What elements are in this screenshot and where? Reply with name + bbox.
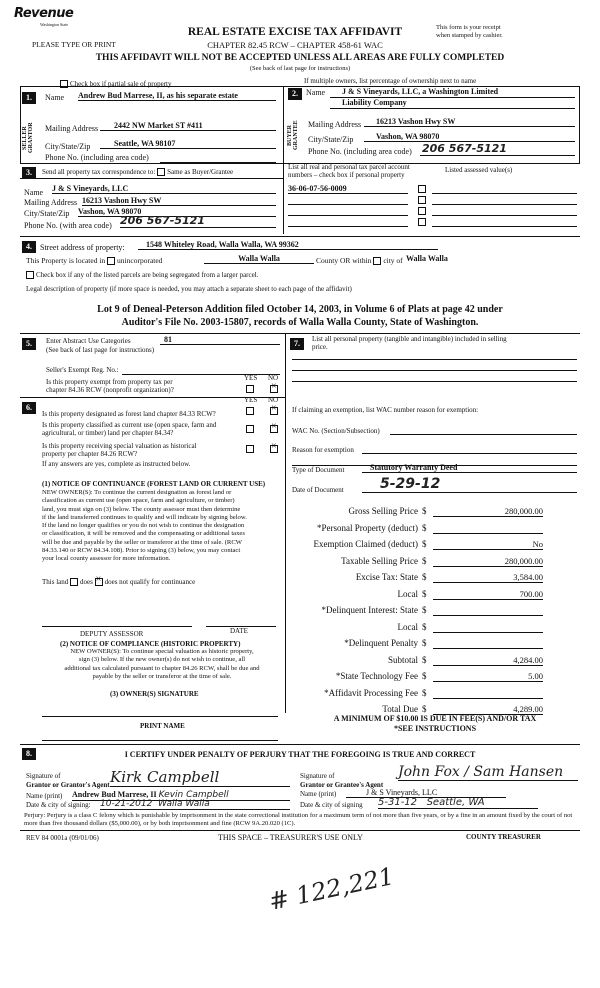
does-not-checkbox[interactable] bbox=[95, 578, 103, 586]
abstract-see-back: (See back of last page for instructions) bbox=[46, 346, 155, 354]
footer-line bbox=[20, 830, 580, 831]
deputy-sig-line bbox=[42, 626, 192, 627]
dollar-sign: $ bbox=[422, 555, 427, 566]
fee-value: 280,000.00 bbox=[433, 556, 543, 567]
buyer-name bbox=[330, 87, 575, 109]
fee-value bbox=[433, 638, 543, 649]
buyer-mail-label: Mailing Address bbox=[308, 120, 362, 129]
parcel-3-checkbox[interactable] bbox=[418, 207, 426, 215]
parcel-2-checkbox[interactable] bbox=[418, 196, 426, 204]
notice-1-line: will be due and payable by the seller or transferor at the time of sale. (RCW bbox=[42, 538, 242, 546]
grantor-sig-label-2: Grantor or Grantor's Agent bbox=[26, 781, 110, 789]
parcel-number: 36-06-07-56-0009 bbox=[288, 184, 408, 194]
s3-name: J & S Vineyards, LLC bbox=[52, 184, 276, 194]
street-address-label: Street address of property: bbox=[40, 243, 125, 252]
buyer-name-line-1: J & S Vineyards, LLC, a Washington Limited bbox=[330, 87, 575, 98]
pp-line-2 bbox=[292, 370, 577, 371]
grantee-signature: John Fox / Sam Hansen bbox=[398, 764, 578, 781]
unincorporated-label: unincorporated bbox=[117, 256, 163, 265]
handwritten-number: # 122,221 bbox=[266, 862, 397, 916]
fee-value bbox=[433, 605, 543, 616]
fee-row bbox=[288, 572, 548, 586]
abstract-use-label: Enter Abstract Use Categories bbox=[46, 337, 131, 345]
s6-q1: Is this property designated as forest land chapter 84.33 RCW? bbox=[42, 410, 216, 418]
grantor-signature: Kirk Campbell bbox=[110, 768, 290, 787]
notice-2-line: payable by the seller or transferor at the time of sale. bbox=[92, 672, 232, 680]
exemption-label: If claiming an exemption, list WAC number reason for exemption: bbox=[292, 406, 479, 414]
s3-name-label: Name bbox=[24, 188, 44, 197]
fee-row bbox=[288, 556, 548, 570]
notice-1-line: If the land no longer qualifies or you do not wish to continue the designation bbox=[42, 522, 245, 530]
same-as-buyer-checkbox[interactable] bbox=[157, 168, 165, 176]
buyer-name-line-2: Liability Company bbox=[330, 98, 575, 109]
dollar-sign: $ bbox=[422, 539, 427, 549]
legal-description bbox=[30, 303, 570, 329]
notice-1-line: NEW OWNER(S): To continue the current designation as forest land or bbox=[42, 489, 232, 496]
s5-q1-line-2: chapter 84.36 RCW (nonprofit organization)? bbox=[46, 386, 174, 394]
county-treasurer-label: COUNTY TREASURER bbox=[466, 833, 541, 841]
parcel-checkboxes bbox=[418, 183, 428, 227]
fee-value: 700.00 bbox=[433, 589, 543, 600]
reason-label: Reason for exemption bbox=[292, 446, 354, 454]
perjury-statement: Perjury: Perjury is a class C felony which is punishable by imprisonment in the state correctional institution for a maximum term of not more than five years, or by a fine in an amount fixed by the court of not more than five thousand dollars ($5,000.00), or by both imprisonment and fine (RCW 9A.20.020 (1C). bbox=[24, 812, 573, 827]
abstract-use-value: 81 bbox=[160, 335, 280, 345]
grantee-sig-label-1: Signature of bbox=[300, 772, 335, 780]
assessed-line-4 bbox=[432, 226, 577, 227]
pp-line-1 bbox=[292, 359, 577, 360]
partial-sale-label: Check box if partial sale of property bbox=[70, 80, 172, 88]
s5-q1-boxes bbox=[246, 384, 280, 393]
fee-label: *Delinquent Interest: State bbox=[321, 605, 418, 615]
this-land-label: This land bbox=[42, 578, 69, 586]
notice-1-line: if the land transferred continues to qualify and will indicate by signing below. bbox=[42, 513, 247, 521]
legal-line-1: Lot 9 of Deneal-Peterson Addition filed October 14, 2003, in Volume 6 of Plats at page 42 under bbox=[97, 304, 503, 315]
buyer-city-label: City/State/Zip bbox=[308, 135, 354, 144]
minimum-fee-note bbox=[290, 714, 580, 734]
section-3-number: 3. bbox=[22, 167, 36, 179]
s6-q3-boxes bbox=[246, 444, 280, 453]
s5-q1-no-checkbox[interactable] bbox=[270, 385, 278, 393]
notice-1-line: your local county assessor for more information. bbox=[42, 555, 171, 563]
seller-phone bbox=[160, 162, 276, 163]
seller-name: Andrew Bud Marrese, II, as his separate estate bbox=[78, 91, 276, 101]
assessed-line-2 bbox=[432, 204, 577, 205]
fee-value: 280,000.00 bbox=[433, 506, 543, 517]
fee-row bbox=[288, 655, 548, 669]
deputy-assessor-label: DEPUTY ASSESSOR bbox=[80, 630, 144, 638]
s6-q4: If any answers are yes, complete as instructed below. bbox=[42, 460, 191, 468]
seller-city: Seattle, WA 98107 bbox=[100, 139, 276, 149]
buyer-side-label: BUYER GRANTEE bbox=[287, 120, 299, 150]
seller-side-label: SELLER GRANTOR bbox=[22, 122, 34, 154]
revenue-logo: Revenue bbox=[14, 6, 74, 21]
dollar-sign: $ bbox=[422, 654, 427, 665]
grantor-date: 10-21-2012 bbox=[100, 799, 153, 809]
send-correspondence-label bbox=[42, 168, 233, 176]
fee-value bbox=[433, 523, 543, 534]
does-label: does bbox=[80, 578, 93, 586]
fee-row bbox=[288, 622, 548, 636]
dollar-sign: $ bbox=[422, 621, 427, 632]
fee-label: Exemption Claimed (deduct) bbox=[313, 539, 418, 549]
s6-q1-yes-checkbox[interactable] bbox=[246, 407, 254, 415]
form-warning: THIS AFFIDAVIT WILL NOT BE ACCEPTED UNLESS ALL AREAS ARE FULLY COMPLETED bbox=[95, 53, 505, 63]
seller-name-label: Name bbox=[45, 93, 65, 102]
dollar-sign: $ bbox=[422, 522, 427, 533]
fee-label: *State Technology Fee bbox=[335, 671, 418, 681]
s3-mail: 16213 Vashon Hwy SW bbox=[82, 196, 276, 206]
notice-1-text bbox=[42, 489, 282, 564]
s5-q1-line-1: Is this property exempt from property tax per bbox=[46, 378, 173, 386]
fee-label: Subtotal bbox=[387, 654, 418, 665]
receipt-note-2: when stamped by cashier. bbox=[436, 32, 503, 39]
pp-line-3 bbox=[292, 381, 577, 382]
grantor-sig-label bbox=[26, 772, 110, 790]
section-1-number: 1. bbox=[22, 92, 36, 104]
doc-date: 5-29-12 bbox=[362, 476, 577, 493]
form-chapter: CHAPTER 82.45 RCW – CHAPTER 458-61 WAC bbox=[207, 40, 383, 50]
fee-value: 5.00 bbox=[433, 671, 543, 682]
legal-description-label: Legal description of property (if more space is needed, you may attach a separate sheet to each page of the affidavit) bbox=[26, 285, 352, 293]
multiple-owners-label: If multiple owners, list percentage of ownership next to name bbox=[304, 77, 477, 85]
doc-date-label: Date of Document bbox=[292, 486, 344, 494]
notice-2-line: additional tax calculated pursuant to chapter 84.26 RCW, shall be due and bbox=[64, 664, 260, 672]
wac-line bbox=[390, 434, 577, 435]
reason-line bbox=[362, 453, 577, 454]
dollar-sign: $ bbox=[422, 671, 427, 681]
grantee-name-label: Name (print) bbox=[300, 790, 337, 798]
city-name: Walla Walla bbox=[406, 254, 448, 263]
parcel-line-4 bbox=[288, 226, 408, 227]
dollar-sign: $ bbox=[422, 588, 427, 599]
receipt-note bbox=[436, 24, 503, 40]
s5-q1-yes-checkbox[interactable] bbox=[246, 385, 254, 393]
exempt-reg-label: Seller's Exempt Reg. No.: bbox=[46, 366, 119, 374]
s3-city-label: City/State/Zip bbox=[24, 209, 70, 218]
grantee-date: 5-31-12 bbox=[378, 797, 418, 808]
notice-2-text bbox=[42, 648, 282, 681]
fee-row bbox=[288, 638, 548, 652]
parcel-list-label-1: List all real and personal tax parcel account bbox=[288, 163, 410, 171]
fee-row bbox=[288, 523, 548, 537]
notice-1-line: or classification, it will be removed and the compensating or additional taxes bbox=[42, 530, 245, 538]
notice-1-line: land, you must sign on (3) below. The county assessor must then determine bbox=[42, 505, 241, 513]
buyer-name-label: Name bbox=[306, 88, 326, 97]
notice-2-title: (2) NOTICE OF COMPLIANCE (HISTORIC PROPERTY) bbox=[60, 640, 241, 648]
grantor-sig-label-1: Signature of bbox=[26, 772, 61, 780]
grantor-agent-name: Kevin Campbell bbox=[158, 790, 229, 800]
does-not-label: does not qualify for continuance bbox=[104, 578, 196, 586]
buyer-city: Vashon, WA 98070 bbox=[364, 132, 575, 142]
dollar-sign: $ bbox=[422, 638, 427, 648]
fee-label: Local bbox=[397, 588, 418, 599]
grantee-city: Seattle, WA bbox=[426, 797, 485, 808]
grantee-date-label: Date & city of signing bbox=[300, 801, 363, 809]
wac-label: WAC No. (Section/Subsection) bbox=[292, 427, 380, 435]
dollar-sign: $ bbox=[422, 687, 427, 698]
assessed-value-label: Listed assessed value(s) bbox=[445, 166, 513, 174]
certify-statement: I CERTIFY UNDER PENALTY OF PERJURY THAT THE FOREGOING IS TRUE AND CORRECT bbox=[124, 750, 476, 759]
s3-phone-label: Phone No. (with area code) bbox=[24, 221, 112, 230]
s5-q1 bbox=[46, 378, 174, 394]
form-revision: REV 84 0001a (09/01/06) bbox=[26, 834, 99, 842]
notice-1-line: 84.33.140 or RCW 84.34.108). Prior to signing (3) below, you may contact bbox=[42, 547, 241, 555]
s6-q3 bbox=[42, 442, 197, 458]
parcel-list-label-2: numbers – check box if personal property bbox=[288, 171, 405, 179]
segregated-label: Check box if any of the listed parcels are being segregated from a larger parcel. bbox=[36, 271, 259, 279]
county-or-within bbox=[316, 256, 403, 265]
minimum-line-2: *SEE INSTRUCTIONS bbox=[393, 724, 477, 733]
buyer-phone-label: Phone No. (including area code) bbox=[308, 147, 412, 156]
notice-2-line: sign (3) below. If the new owner(s) do not wish to continue, all bbox=[78, 656, 246, 664]
see-back-note: (See back of last page for instructions) bbox=[249, 65, 351, 72]
parcel-4-checkbox[interactable] bbox=[418, 218, 426, 226]
segregated-row bbox=[26, 271, 258, 279]
notice-1-title: (1) NOTICE OF CONTINUANCE (FOREST LAND OR CURRENT USE) bbox=[42, 480, 266, 488]
s6-q1-boxes bbox=[246, 406, 280, 415]
s6-q2-boxes bbox=[246, 424, 280, 433]
parcel-list-label bbox=[288, 163, 410, 179]
seller-mail-label: Mailing Address bbox=[45, 124, 99, 133]
s6-q3-line-2: property per chapter 84.26 RCW? bbox=[42, 450, 138, 458]
please-type-label: PLEASE TYPE OR PRINT bbox=[32, 40, 116, 49]
section3-top-line bbox=[20, 178, 283, 179]
fee-label: Gross Selling Price bbox=[348, 506, 418, 516]
s6-q2-yes-checkbox[interactable] bbox=[246, 425, 254, 433]
section8-top-line bbox=[20, 744, 580, 745]
fee-row bbox=[288, 688, 548, 702]
s6-q2-line-2: agricultural, or timber) land per chapter 84.34? bbox=[42, 429, 174, 437]
fee-value bbox=[433, 688, 543, 699]
section-7-number: 7. bbox=[290, 338, 304, 350]
grantor-city: Walla Walla bbox=[158, 799, 210, 809]
assessed-line-1 bbox=[432, 193, 577, 194]
fee-label: Local bbox=[397, 621, 418, 632]
fee-row bbox=[288, 506, 548, 520]
within-label: within bbox=[352, 256, 372, 265]
county-label: County OR bbox=[316, 256, 351, 265]
fee-value: 4,284.00 bbox=[433, 655, 543, 666]
personal-property-label-2: price. bbox=[312, 343, 328, 351]
fee-row bbox=[288, 605, 548, 619]
treasurer-use-label: THIS SPACE – TREASURER'S USE ONLY bbox=[218, 833, 363, 842]
revenue-logo-sub: Washington State bbox=[40, 22, 69, 27]
dollar-sign: $ bbox=[422, 506, 427, 516]
grantee-date-field bbox=[378, 797, 538, 809]
personal-property-label-1: List all personal property (tangible and intangible) included in selling bbox=[312, 335, 507, 343]
print-name-label: PRINT NAME bbox=[140, 722, 185, 730]
grantor-date-label: Date & city of signing: bbox=[26, 801, 91, 809]
section-4-number: 4. bbox=[22, 241, 36, 253]
grantee-sig-label-2: Grantor or Grantee's Agent bbox=[300, 781, 384, 789]
s6-q2-line-1: Is this property classified as current use (open space, farm and bbox=[42, 421, 217, 429]
fee-value: 3,584.00 bbox=[433, 572, 543, 583]
assessed-line-3 bbox=[432, 215, 577, 216]
send-correspondence-text: Send all property tax correspondence to: bbox=[42, 168, 156, 176]
segregated-checkbox[interactable] bbox=[26, 271, 34, 279]
fee-label: *Delinquent Penalty bbox=[344, 638, 418, 648]
s6-q1-no-checkbox[interactable] bbox=[270, 407, 278, 415]
personal-property-label bbox=[312, 335, 507, 351]
s6-yes-label: YES bbox=[244, 396, 258, 404]
city-of-label: city of bbox=[383, 256, 403, 265]
parcel-line-2 bbox=[288, 204, 408, 205]
grantor-name: Andrew Bud Marrese, II bbox=[72, 790, 157, 799]
dollar-sign: $ bbox=[422, 572, 427, 582]
seller-phone-label: Phone No. (including area code) bbox=[45, 153, 149, 162]
grantor-date-field bbox=[100, 799, 290, 810]
notice-1-line: classification as current use (open space, farm and agriculture, or timber) bbox=[42, 497, 235, 505]
fee-row bbox=[288, 671, 548, 685]
dollar-sign: $ bbox=[422, 605, 427, 615]
s5-yes-label: YES bbox=[244, 374, 258, 382]
receipt-note-1: This form is your receipt bbox=[436, 24, 501, 31]
fee-row bbox=[288, 589, 548, 603]
s3-city: Vashon, WA 98070 bbox=[78, 207, 276, 217]
fee-label: Total Due bbox=[382, 704, 418, 714]
parcel-line-3 bbox=[288, 215, 408, 216]
buyer-mail: 16213 Vashon Hwy SW bbox=[364, 117, 575, 127]
fee-value: No bbox=[433, 539, 543, 550]
owner-signature-label: (3) OWNER(S) SIGNATURE bbox=[110, 690, 199, 698]
grantee-name: J & S Vineyards, LLC bbox=[346, 788, 506, 798]
s6-q3-yes-checkbox[interactable] bbox=[246, 445, 254, 453]
owner-sig-line bbox=[42, 716, 278, 717]
s6-q3-line-1: Is this property receiving special valuation as historical bbox=[42, 442, 197, 450]
section5-top-line bbox=[20, 333, 580, 334]
section3-divider bbox=[283, 164, 284, 234]
grantor-name-label: Name (print) bbox=[26, 792, 63, 800]
section4-top-line bbox=[20, 236, 580, 237]
fee-value: 4,289.00 bbox=[433, 704, 543, 715]
s6-q2 bbox=[42, 421, 216, 437]
seller-buyer-divider bbox=[283, 86, 284, 164]
form-title: REAL ESTATE EXCISE TAX AFFIDAVIT bbox=[187, 26, 403, 38]
s3-mail-label: Mailing Address bbox=[24, 198, 78, 207]
fee-value bbox=[433, 622, 543, 633]
s3-phone: 206 567-5121 bbox=[120, 214, 276, 228]
section-2-number: 2. bbox=[288, 88, 302, 100]
s6-no-label: NO bbox=[268, 396, 279, 404]
located-label: This Property is located in bbox=[26, 256, 106, 265]
buyer-phone: 206 567-5121 bbox=[420, 142, 575, 156]
s6-q3-no-checkbox[interactable] bbox=[270, 445, 278, 453]
deputy-date-label: DATE bbox=[230, 627, 248, 635]
this-land-row bbox=[42, 578, 195, 586]
doc-type: Statutory Warranty Deed bbox=[362, 463, 577, 473]
print-name-line bbox=[42, 740, 278, 741]
fee-label: *Personal Property (deduct) bbox=[317, 522, 418, 533]
s5-no-label: NO bbox=[268, 374, 279, 382]
seller-city-label: City/State/Zip bbox=[45, 142, 91, 151]
legal-line-2: Auditor's File No. 2003-15807, records of Walla Walla County, State of Washington. bbox=[121, 317, 479, 328]
notice-2-line: NEW OWNER(S): To continue special valuation as historic property, bbox=[70, 648, 254, 655]
section5-7-divider bbox=[285, 333, 286, 713]
fee-label: Excise Tax: State bbox=[355, 572, 418, 582]
section-5-number: 5. bbox=[22, 338, 36, 350]
unincorporated-checkbox[interactable] bbox=[107, 257, 115, 265]
section-6-number: 6. bbox=[22, 402, 36, 414]
parcel-1-checkbox[interactable] bbox=[418, 185, 426, 193]
dollar-sign: $ bbox=[422, 704, 427, 714]
seller-mail: 2442 NW Market ST #411 bbox=[100, 121, 276, 131]
fee-row bbox=[288, 539, 548, 553]
fee-label: Taxable Selling Price bbox=[341, 555, 418, 566]
does-checkbox[interactable] bbox=[70, 578, 78, 586]
county-name: Walla Walla bbox=[204, 254, 314, 264]
city-of-checkbox[interactable] bbox=[373, 257, 381, 265]
minimum-line-1: A MINIMUM OF $10.00 IS DUE IN FEE(S) AND/OR TAX bbox=[333, 714, 537, 723]
section-8-number: 8. bbox=[22, 748, 36, 760]
fee-label: *Affidavit Processing Fee bbox=[324, 687, 418, 698]
s6-q2-no-checkbox[interactable] bbox=[270, 425, 278, 433]
same-as-buyer-label: Same as Buyer/Grantee bbox=[167, 168, 234, 176]
doc-type-label: Type of Document bbox=[292, 466, 345, 474]
street-address: 1548 Whiteley Road, Walla Walla, WA 99362 bbox=[138, 240, 438, 250]
